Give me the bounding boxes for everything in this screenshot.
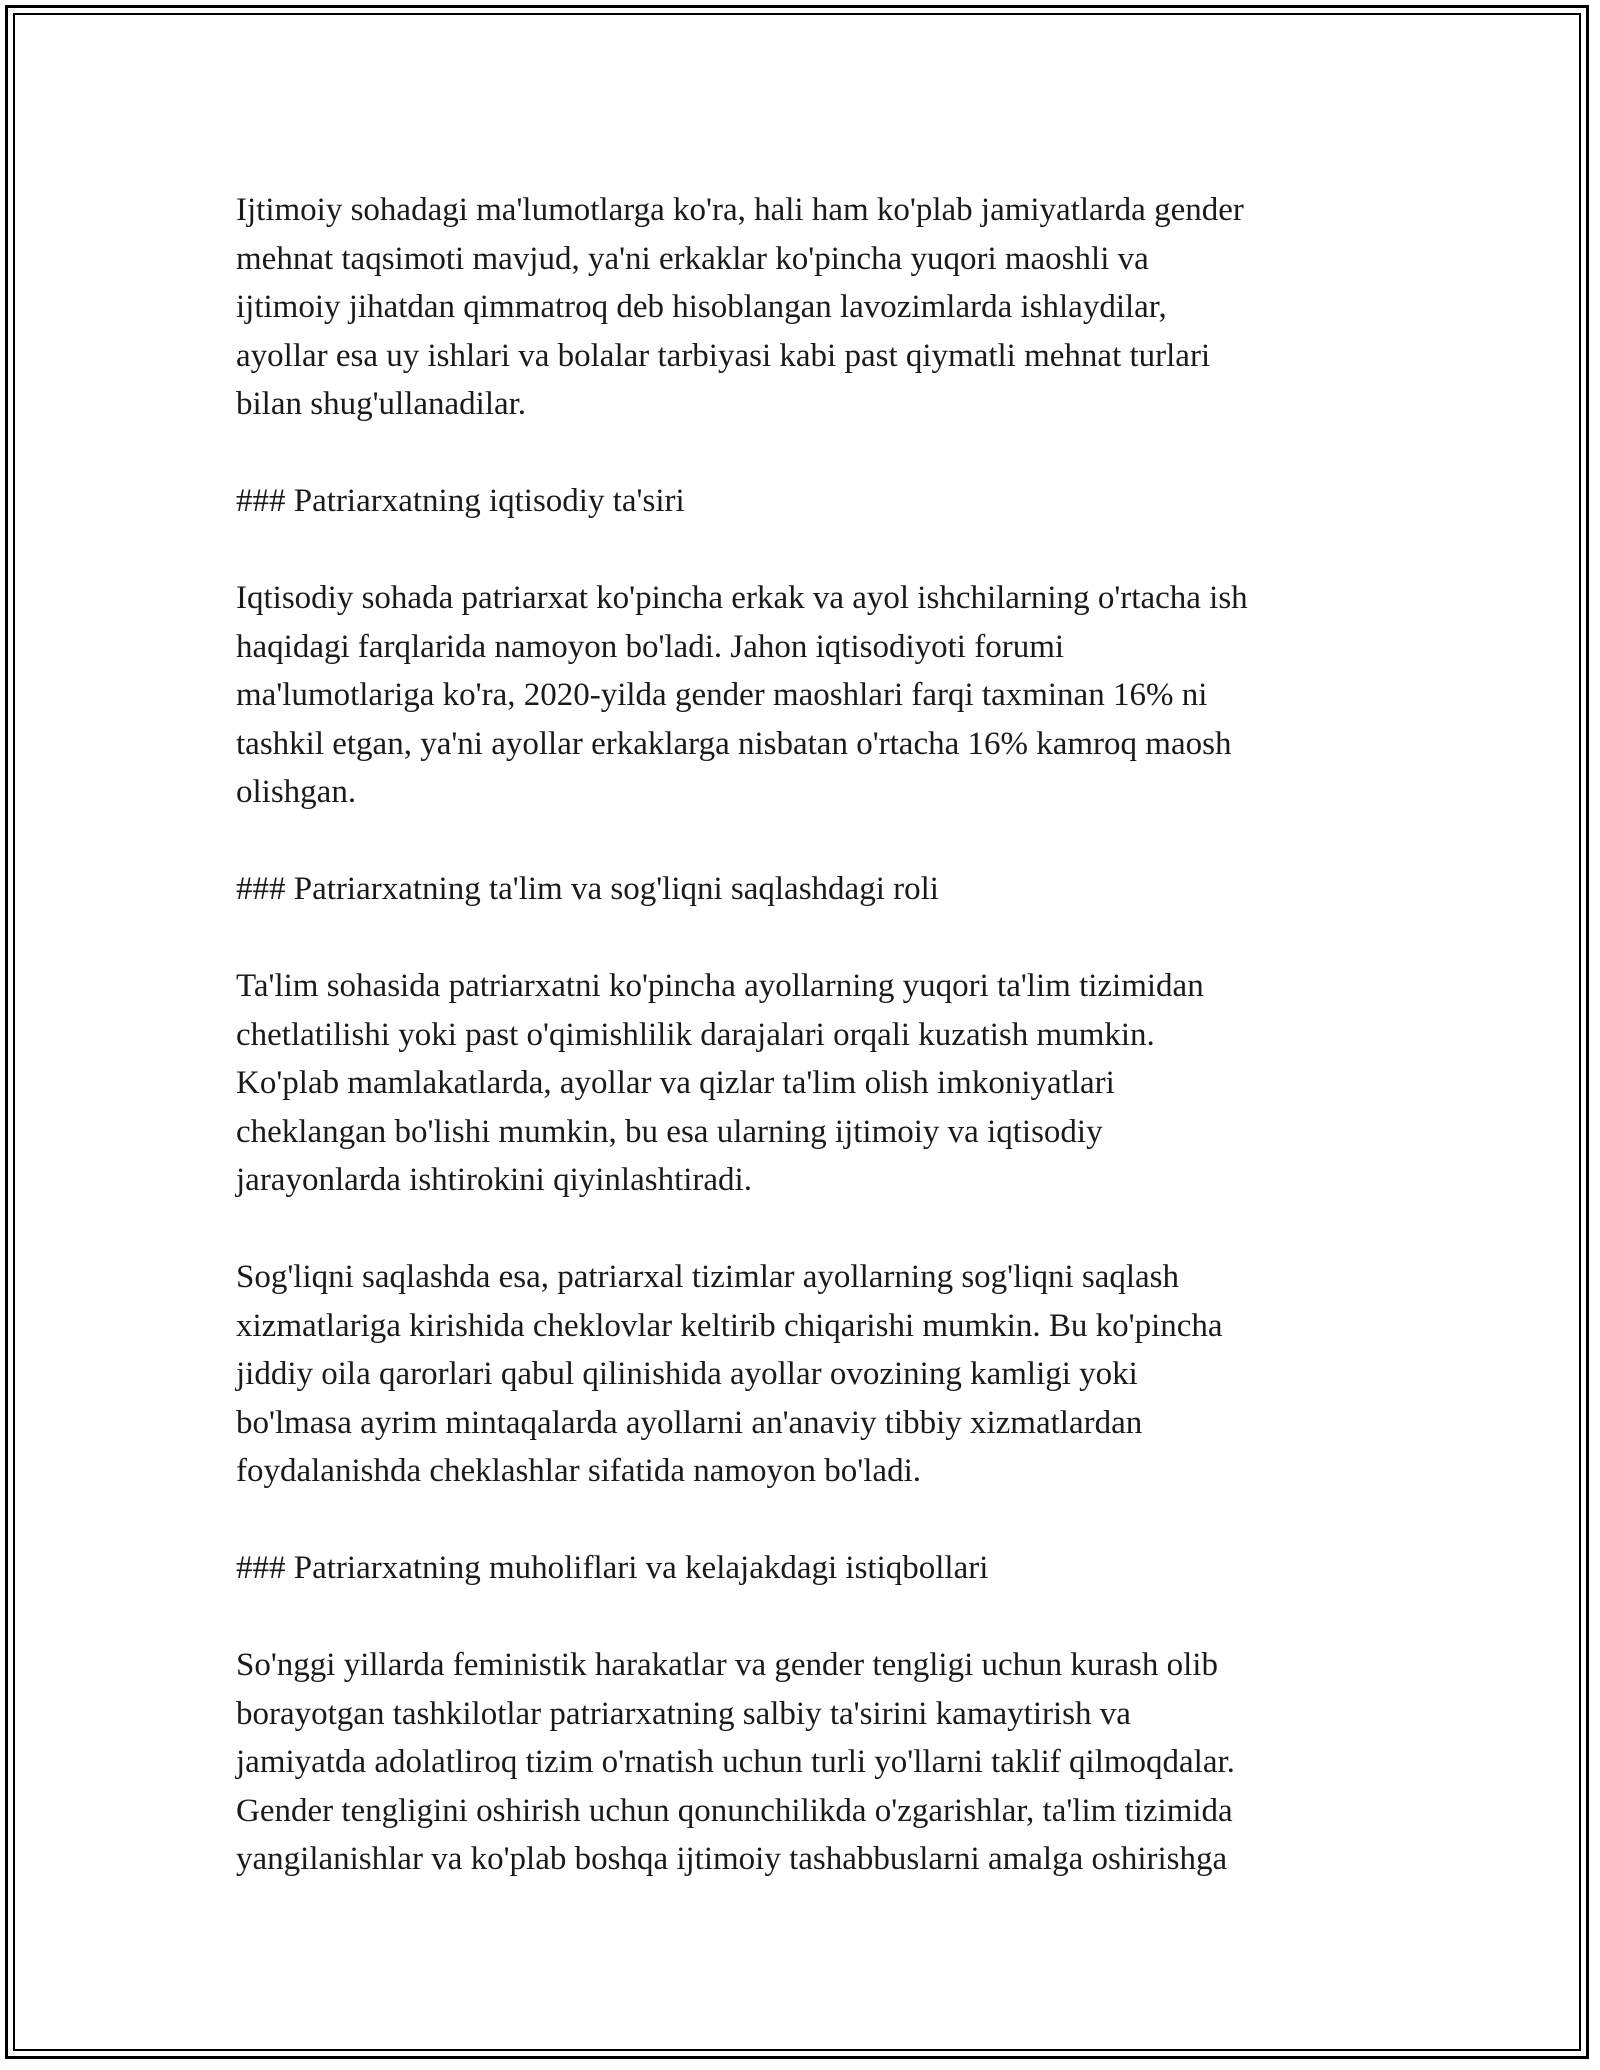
text-line: Sog'liqni saqlashda esa, patriarxal tizimlar ayollarning sog'liqni saqlash	[236, 1259, 1180, 1295]
text-line: foydalanishda cheklashlar sifatida namoyon bo'ladi.	[236, 1453, 921, 1489]
text-line: bo'lmasa ayrim mintaqalarda ayollarni an'anaviy tibbiy xizmatlardan	[236, 1404, 1143, 1441]
section-heading-economic	[236, 477, 1376, 526]
text-line: bilan shug'ullanadilar.	[236, 386, 527, 422]
text-line: haqidagi farqlarida namoyon bo'ladi. Jahon iqtisodiyoti forumi	[236, 628, 1065, 665]
paragraph-1	[236, 186, 1376, 429]
section-heading-education-health	[236, 865, 1376, 914]
paragraph-4	[236, 1253, 1376, 1496]
text-line: ma'lumotlariga ko'ra, 2020-yilda gender maoshlari farqi taxminan 16% ni	[236, 677, 1208, 713]
text-line: jiddiy oila qarorlari qabul qilinishida ayollar ovozining kamligi yoki	[236, 1356, 1138, 1392]
text-line: So'nggi yillarda feministik harakatlar va gender tengligi uchun kurash olib	[236, 1647, 1218, 1683]
text-line: xizmatlariga kirishida cheklovlar keltirib chiqarishi mumkin. Bu ko'pincha	[236, 1307, 1223, 1344]
text-line: jamiyatda adolatliroq tizim o'rnatish uchun turli yo'llarni taklif qilmoqdalar.	[236, 1744, 1235, 1780]
text-line: ayollar esa uy ishlari va bolalar tarbiyasi kabi past qiymatli mehnat turlari	[236, 337, 1211, 374]
heading-text: ### Patriarxatning iqtisodiy ta'siri	[236, 483, 685, 519]
text-line: ijtimoiy jihatdan qimmatroq deb hisoblangan lavozimlarda ishlaydilar,	[236, 289, 1167, 325]
document-page	[236, 186, 1376, 1932]
paragraph-3	[236, 962, 1376, 1205]
text-line: cheklangan bo'lishi mumkin, bu esa ularning ijtimoiy va iqtisodiy	[236, 1113, 1103, 1150]
text-line: tashkil etgan, ya'ni ayollar erkaklarga nisbatan o'rtacha 16% kamroq maosh	[236, 725, 1232, 762]
paragraph-2	[236, 574, 1376, 817]
paragraph-5	[236, 1641, 1376, 1884]
text-line: olishgan.	[236, 774, 357, 810]
text-line: yangilanishlar va ko'plab boshqa ijtimoiy tashabbuslarni amalga oshirishga	[236, 1841, 1228, 1877]
heading-text: ### Patriarxatning ta'lim va sog'liqni saqlashdagi roli	[236, 871, 939, 907]
text-line: Iqtisodiy sohada patriarxat ko'pincha erkak va ayol ishchilarning o'rtacha ish	[236, 580, 1248, 616]
text-line: Gender tengligini oshirish uchun qonunchilikda o'zgarishlar, ta'lim tizimida	[236, 1792, 1233, 1829]
text-line: jarayonlarda ishtirokini qiyinlashtiradi.	[236, 1162, 752, 1198]
text-line: Ijtimoiy sohadagi ma'lumotlarga ko'ra, hali ham ko'plab jamiyatlarda gender	[236, 192, 1244, 228]
text-line: Ko'plab mamlakatlarda, ayollar va qizlar ta'lim olish imkoniyatlari	[236, 1065, 1115, 1101]
heading-text: ### Patriarxatning muholiflari va kelajakdagi istiqbollari	[236, 1550, 989, 1586]
text-line: borayotgan tashkilotlar patriarxatning salbiy ta'sirini kamaytirish va	[236, 1695, 1131, 1732]
text-line: Ta'lim sohasida patriarxatni ko'pincha ayollarning yuqori ta'lim tizimidan	[236, 968, 1204, 1004]
section-heading-opponents	[236, 1544, 1376, 1593]
text-line: mehnat taqsimoti mavjud, ya'ni erkaklar ko'pincha yuqori maoshli va	[236, 240, 1149, 277]
text-line: chetlatilishi yoki past o'qimishlilik darajalari orqali kuzatish mumkin.	[236, 1016, 1155, 1053]
